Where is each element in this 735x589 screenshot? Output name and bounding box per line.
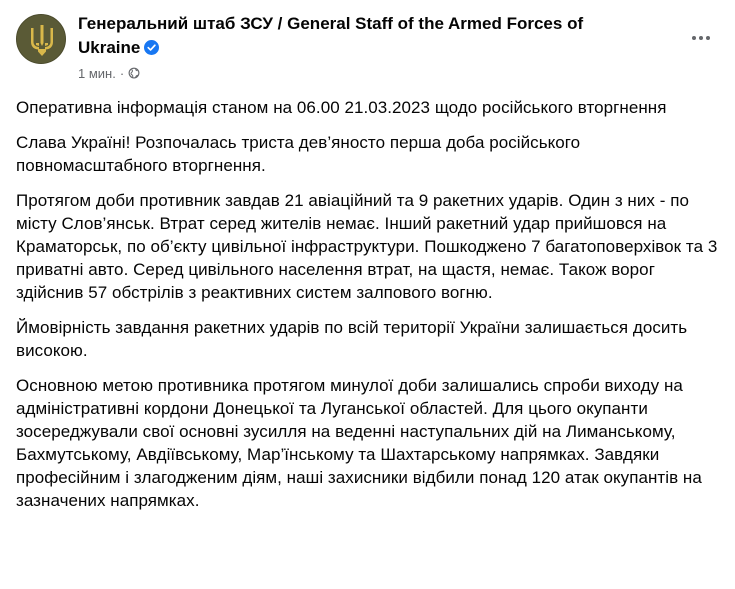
post-paragraph-4: Ймовірність завдання ракетних ударів по всій території України залишається досить високою. [16,318,688,360]
trident-icon [17,15,66,64]
page-avatar[interactable] [16,14,66,64]
post-paragraph-2: Слава Україні! Розпочалась триста дев’яносто перша доба російського повномасштабного вторгнення. [16,133,581,175]
globe-icon[interactable] [128,67,140,79]
meta-separator: · [119,65,125,81]
header-text [78,12,638,82]
post-meta [78,64,638,82]
post-paragraph-1: Оперативна інформація станом на 06.00 21.03.2023 щодо російського вторгнення [16,98,667,117]
post-header [16,12,719,86]
verified-badge-icon [144,40,159,55]
post-text [16,96,721,524]
more-options-button[interactable] [683,20,719,56]
post-paragraph-5: Основною метою противника протягом минулої доби залишались спроби виходу на адміністративні кордони Донецької та Луганської областей. Для цього окупанти зосереджували свої основні зусилля на веденні наступальних дій на Лиманському, Бахмутському, Авдіївському, Мар’їнському та Шахтарському напрямках. Завдяки професійним і злагодженим діям, наші захисники відбили понад 120 атак окупантів на зазначених напрямках. [16,376,702,510]
post-paragraph-3: Протягом доби противник завдав 21 авіаційний та 9 ракетних ударів. Один з них - по місту Слов’янськ. Втрат серед жителів немає. Інший ракетний удар прийшовся на Краматорськ, по об’єкту цивільної інфраструктури. Пошкоджено 7 багатоповерхівок та 3 приватні авто. Серед цивільного населення втрат, на щастя, немає. Також ворог здійснив 57 обстрілів з реактивних систем залпового вогню. [16,191,718,302]
page-name-link[interactable]: Генеральний штаб ЗСУ / General Staff of the Armed Forces of Ukraine [78,14,584,57]
more-options-icon [692,36,710,40]
timestamp-link[interactable]: 1 мин. [78,65,116,81]
